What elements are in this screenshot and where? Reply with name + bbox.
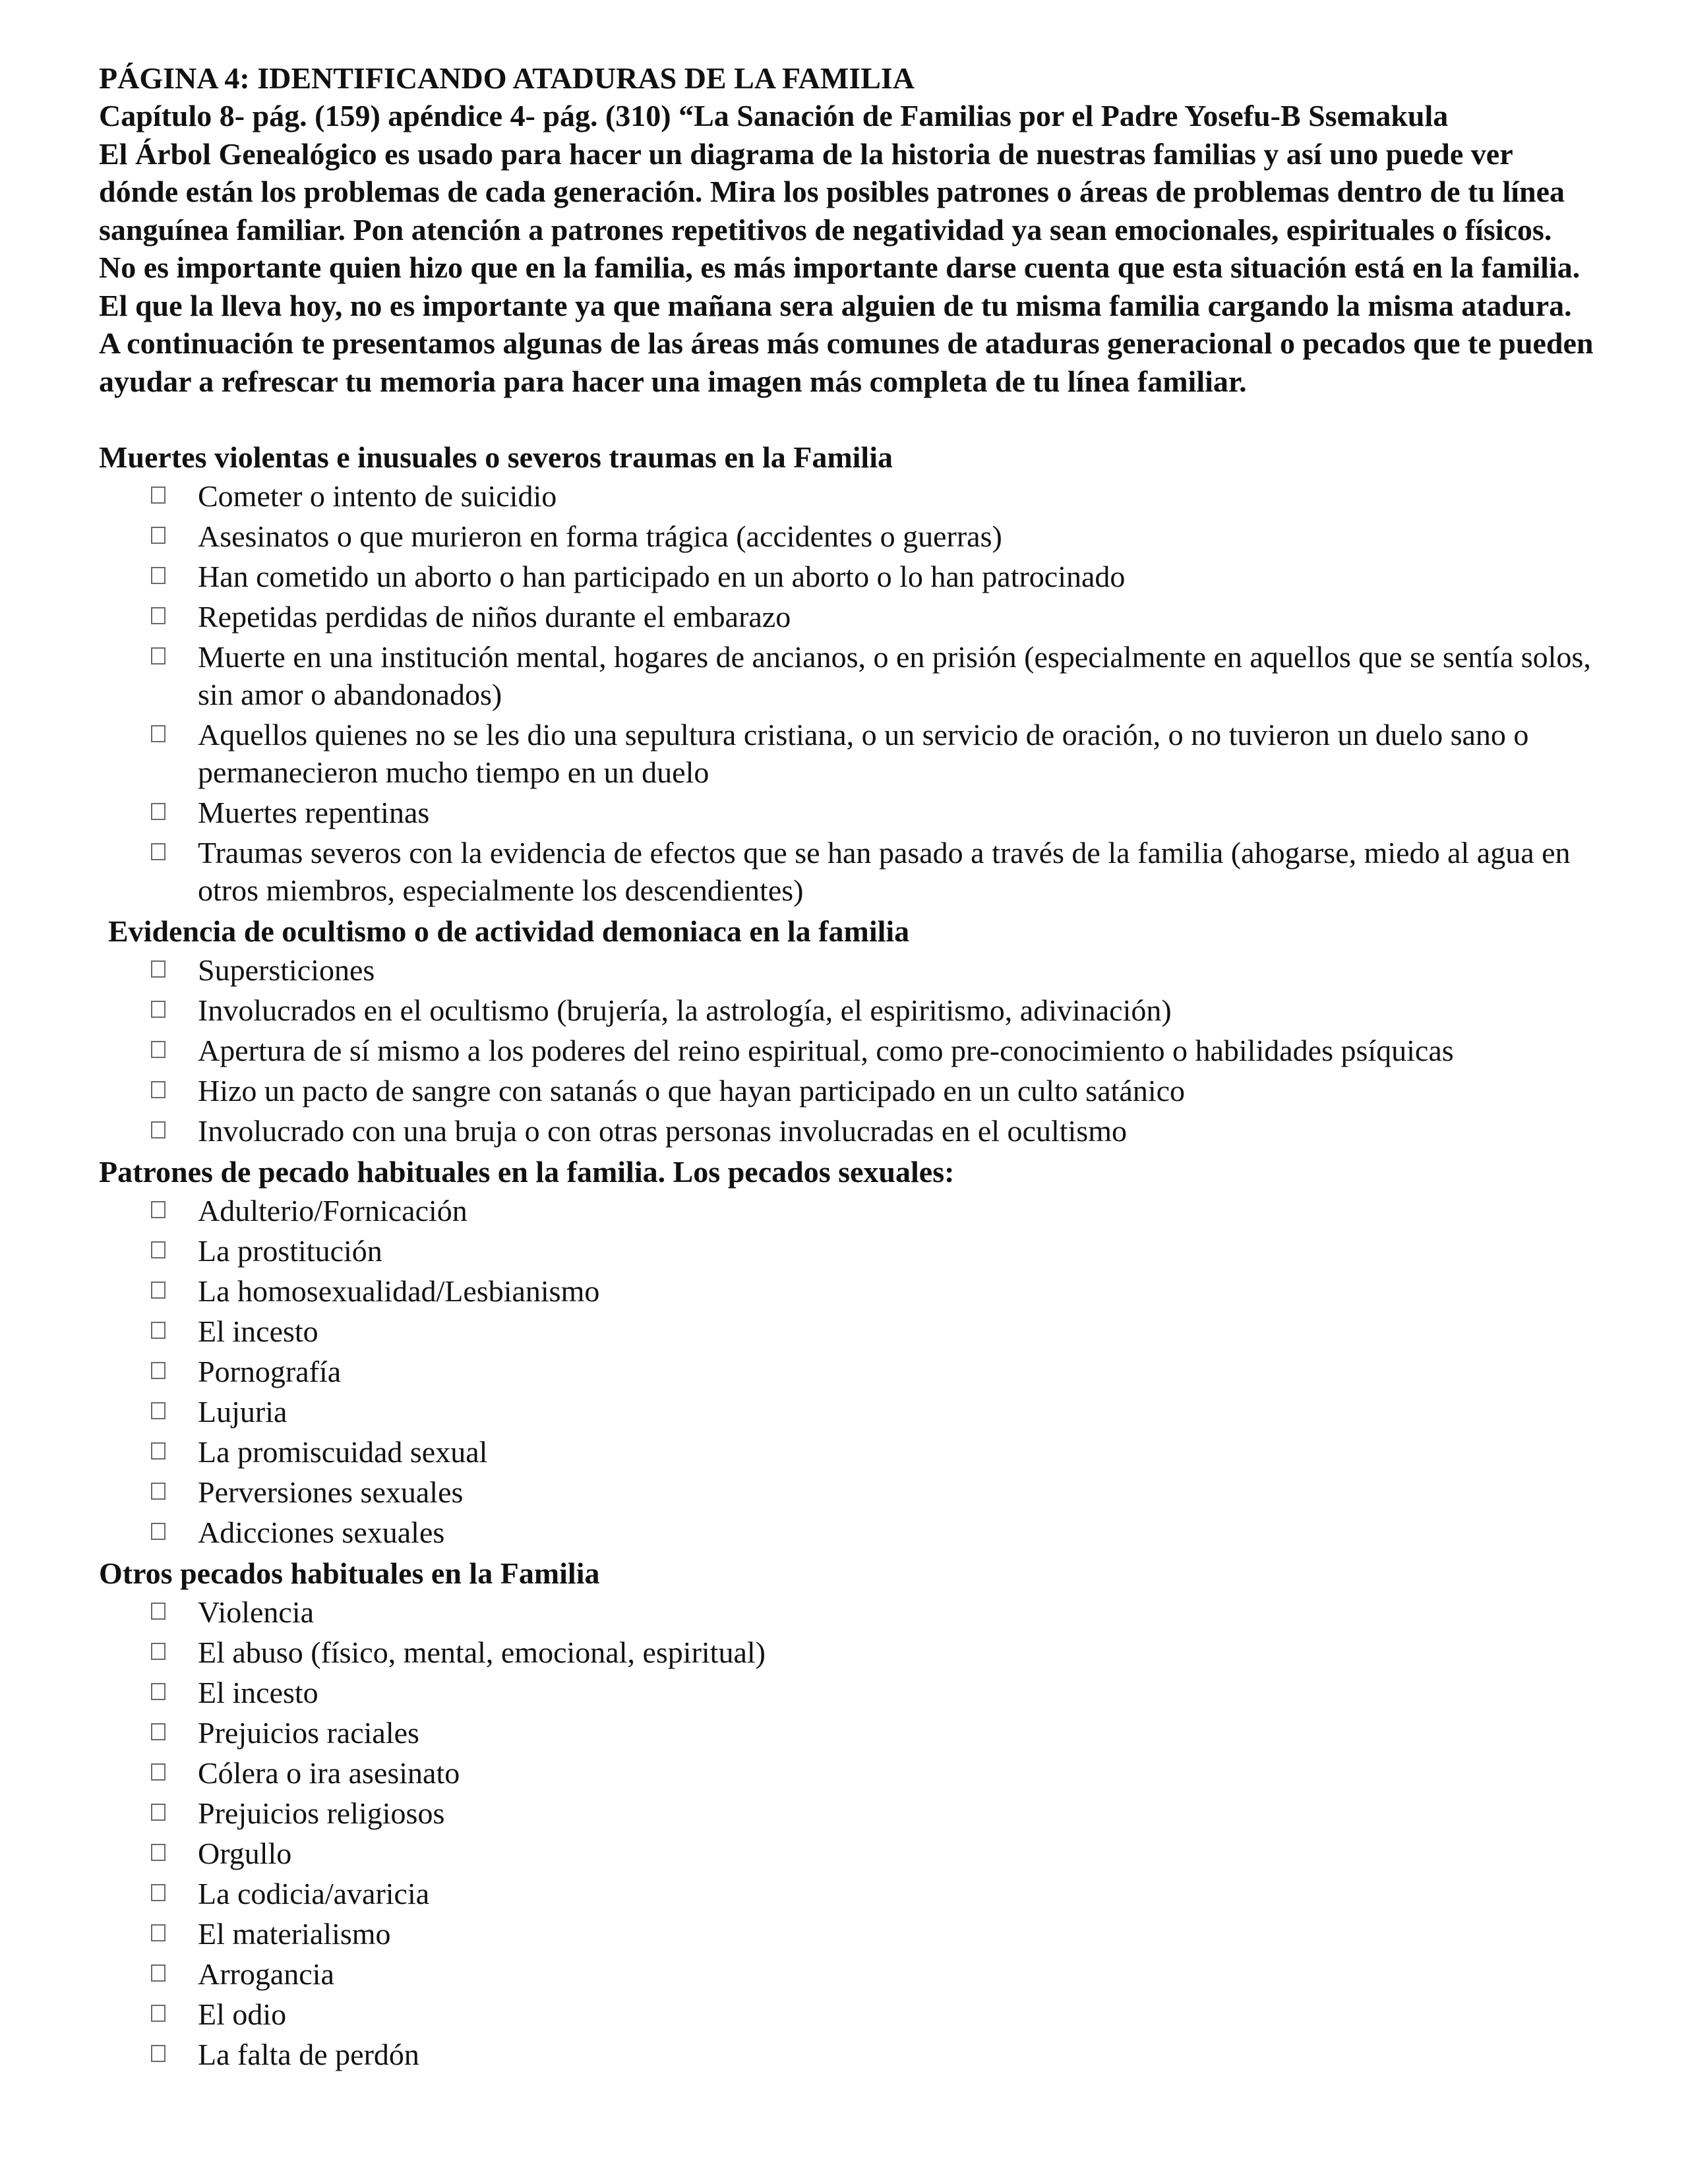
checklist-item (99, 834, 1596, 909)
checklist-item (99, 558, 1596, 595)
checklist-item-label: Lujuria (198, 1395, 287, 1429)
section-heading: Evidencia de ocultismo o de actividad demoniaca en la familia (108, 914, 910, 948)
checkbox[interactable] (151, 803, 166, 820)
checklist-item (99, 2036, 1596, 2073)
checklist-item (99, 1915, 1596, 1953)
checklist-item (99, 1875, 1596, 1912)
page-title: PÁGINA 4: IDENTIFICANDO ATADURAS DE LA FAMILIA (99, 61, 915, 95)
checklist-item (99, 1514, 1596, 1551)
checkbox[interactable] (151, 1402, 166, 1419)
checkbox[interactable] (151, 2005, 166, 2022)
checklist-item (99, 1955, 1596, 1993)
checkbox[interactable] (151, 1924, 166, 1941)
checkbox[interactable] (151, 1362, 166, 1379)
section-occultism (99, 912, 1596, 1150)
checklist-item-label: Apertura de sí mismo a los poderes del reino espiritual, como pre-conocimiento o habilidades psíquicas (198, 1034, 1454, 1067)
checklist-item-label: Prejuicios raciales (198, 1716, 419, 1750)
checklist-item (99, 1032, 1596, 1069)
checklist-item (99, 1473, 1596, 1511)
checklist-item (99, 1754, 1596, 1792)
checklist-item-label: Repetidas perdidas de niños durante el embarazo (198, 600, 791, 634)
checkbox[interactable] (151, 647, 166, 664)
checklist-item-label: Pornografía (198, 1355, 342, 1388)
checkbox[interactable] (151, 725, 166, 742)
section-heading: Patrones de pecado habituales en la familia. Los pecados sexuales: (99, 1155, 955, 1189)
checkbox[interactable] (151, 2045, 166, 2062)
checklist-item-label: Cometer o intento de suicidio (198, 479, 557, 513)
checkbox[interactable] (151, 1884, 166, 1901)
checklist-item (99, 1313, 1596, 1350)
checklist-item-label: Hizo un pacto de sangre con satanás o que hayan participado en un culto satánico (198, 1074, 1186, 1107)
checklist-item-label: La codicia/avaricia (198, 1877, 430, 1910)
checklist-item-label: El abuso (físico, mental, emocional, espiritual) (198, 1636, 766, 1669)
checkbox[interactable] (151, 1001, 166, 1018)
checklist-item-label: Prejuicios religiosos (198, 1796, 445, 1830)
section-other-sins (99, 1554, 1596, 2073)
checklist-item (99, 638, 1596, 713)
checklist-item-label: Adulterio/Fornicación (198, 1194, 467, 1227)
checklist (99, 477, 1596, 909)
checklist-item (99, 1995, 1596, 2033)
checklist-item-label: La homosexualidad/Lesbianismo (198, 1274, 600, 1308)
checkbox[interactable] (151, 1723, 166, 1740)
checkbox[interactable] (151, 1121, 166, 1138)
checklist-item (99, 991, 1596, 1029)
checklist-item-label: El incesto (198, 1314, 318, 1348)
checklist-item-label: Arrogancia (198, 1957, 334, 1991)
checklist-item-label: Asesinatos o que murieron en forma trágica (accidentes o guerras) (198, 519, 1002, 553)
checklist-item (99, 598, 1596, 635)
checkbox[interactable] (151, 1081, 166, 1098)
checklist-item (99, 517, 1596, 555)
checklist-item-label: Involucrado con una bruja o con otras personas involucradas en el ocultismo (198, 1114, 1127, 1148)
checkbox[interactable] (151, 1241, 166, 1258)
checklist-item (99, 1232, 1596, 1270)
checklist-item-label: El materialismo (198, 1917, 391, 1951)
document-page (99, 59, 1596, 2076)
checklist-item-label: Traumas severos con la evidencia de efectos que se han pasado a través de la familia (ahogarse, miedo al agua en otros miembros, especialmente los descendientes) (198, 836, 1571, 907)
checklist-item (99, 1674, 1596, 1711)
checklist-item (99, 1794, 1596, 1832)
checkbox[interactable] (151, 1282, 166, 1299)
checklist-item (99, 1433, 1596, 1471)
checkbox[interactable] (151, 1041, 166, 1058)
checklist-item-label: Adicciones sexuales (198, 1516, 445, 1549)
checklist-item-label: Han cometido un aborto o han participado en un aborto o lo han patrocinado (198, 560, 1126, 593)
checkbox[interactable] (151, 1483, 166, 1500)
checklist-item-label: Supersticiones (198, 953, 375, 987)
checklist-item-label: El odio (198, 1997, 287, 2031)
checkbox[interactable] (151, 1844, 166, 1861)
checklist-item (99, 1192, 1596, 1229)
checkbox[interactable] (151, 1322, 166, 1339)
checkbox[interactable] (151, 1763, 166, 1781)
checkbox[interactable] (151, 1964, 166, 1982)
checklist (99, 1192, 1596, 1551)
intro-paragraph: El Árbol Genealógico es usado para hacer un diagrama de la historia de nuestras familias y así uno puede ver dónde están los problemas de cada generación. Mira los posibles patrones o áreas de problemas dentro de tu línea sanguínea familiar. Pon atención a patrones repetitivos de negatividad ya sean emocionales, espirituales o físicos. No es importante quien hizo que en la familia, es más importante darse cuenta que esta situación está en la familia. El que la lleva hoy, no es importante ya que mañana sera alguien de tu misma familia cargando la misma atadura. A continuación te presentamos algunas de las áreas más comunes de ataduras generacional o pecados que te pueden ayudar a refrescar tu memoria para hacer una imagen más completa de tu línea familiar. (99, 136, 1594, 398)
checkbox[interactable] (151, 1523, 166, 1540)
checklist-item (99, 1714, 1596, 1752)
checklist-item (99, 1835, 1596, 1872)
checkbox[interactable] (151, 1442, 166, 1460)
checklist-item-label: El incesto (198, 1676, 318, 1709)
checkbox[interactable] (151, 1804, 166, 1821)
checklist-item (99, 1272, 1596, 1310)
checkbox[interactable] (151, 1643, 166, 1660)
checklist-item-label: Perversiones sexuales (198, 1475, 464, 1509)
checklist (99, 951, 1596, 1150)
checklist-item (99, 1112, 1596, 1150)
checkbox[interactable] (151, 960, 166, 978)
checkbox[interactable] (151, 1603, 166, 1620)
checklist-item (99, 1593, 1596, 1631)
checklist (99, 1593, 1596, 2073)
checkbox[interactable] (151, 567, 166, 584)
checklist-item-label: La prostitución (198, 1234, 382, 1268)
checklist-item (99, 1393, 1596, 1431)
subtitle-text: Capítulo 8- pág. (159) apéndice 4- pág. (310) “La Sanación de Familias por el Padre Yosefu-B Ssemakula (99, 99, 1449, 133)
checklist-item-label: Cólera o ira asesinato (198, 1756, 460, 1790)
checklist-item (99, 951, 1596, 989)
checklist-item-label: Violencia (198, 1595, 315, 1629)
checklist-item-label: Involucrados en el ocultismo (brujería, la astrología, el espiritismo, adivinación) (198, 993, 1172, 1027)
section-sexual-sins (99, 1152, 1596, 1551)
checklist-item-label: La falta de perdón (198, 2038, 419, 2071)
checklist-item-label: Aquellos quienes no se les dio una sepultura cristiana, o un servicio de oración, o no tuvieron un duelo sano o permanecieron mucho tiempo en un duelo (198, 718, 1529, 789)
checkbox[interactable] (151, 1683, 166, 1700)
subtitle (99, 97, 1596, 135)
checklist-item (99, 716, 1596, 791)
checkbox[interactable] (151, 607, 166, 624)
section-heading: Otros pecados habituales en la Familia (99, 1556, 600, 1590)
checklist-item-label: Muerte en una institución mental, hogares de ancianos, o en prisión (especialmente en aquellos que se sentía solos, sin amor o abandonados) (198, 640, 1591, 711)
checklist-item-label: Orgullo (198, 1837, 292, 1870)
checklist-item (99, 1353, 1596, 1390)
checkbox[interactable] (151, 1201, 166, 1218)
checklist-item (99, 477, 1596, 515)
checklist-item-label: Muertes repentinas (198, 796, 430, 829)
checklist-item (99, 794, 1596, 831)
checklist-item (99, 1634, 1596, 1671)
section-violent-deaths (99, 438, 1596, 909)
section-heading: Muertes violentas e inusuales o severos traumas en la Familia (99, 440, 893, 474)
checkbox[interactable] (151, 487, 166, 504)
checklist-item-label: La promiscuidad sexual (198, 1435, 488, 1469)
checklist-item (99, 1072, 1596, 1109)
checkbox[interactable] (151, 843, 166, 860)
checkbox[interactable] (151, 527, 166, 544)
